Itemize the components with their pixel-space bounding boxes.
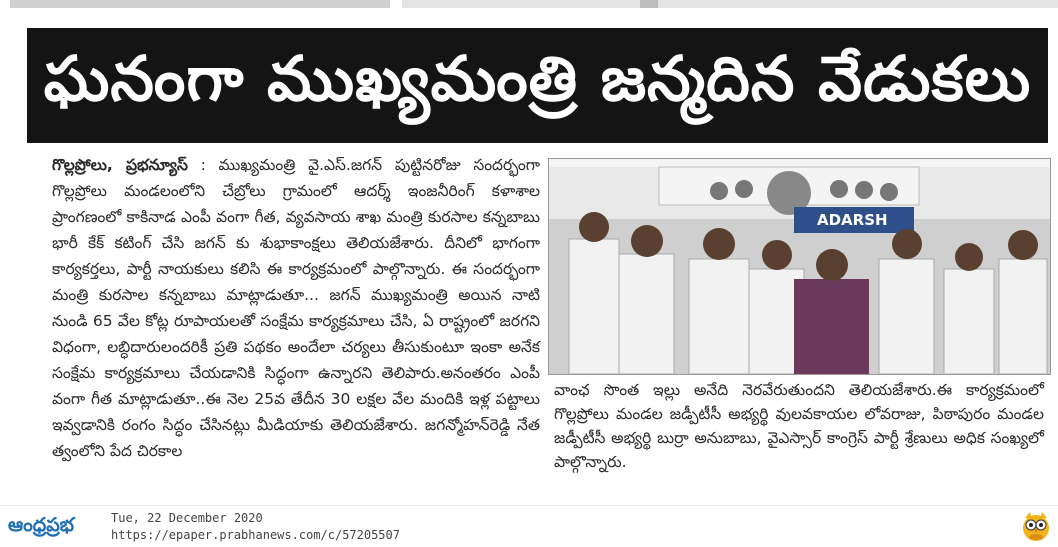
top-divider-mark: [640, 0, 658, 8]
publication-date: Tue, 22 December 2020: [111, 511, 263, 525]
headline-text: ఘనంగా ముఖ్యమంత్రి జన్మదిన వేడుకలు: [43, 41, 1032, 115]
headline-banner: [27, 28, 1048, 143]
caption-text: వాంఛ సొంత ఇల్లు అనేది నెరవేరుతుందని తెలియజేశారు.ఈ కార్యక్రమంలో గొల్లప్రోలు మండల జడ్పీటీసీ అభ్యర్థి వులవకాయల లోవరాజు, పిఠాపురం మండల జడ్పీటీసీ అభ్యర్థి బుర్రా అనుబాబు, వైఎస్సార్ కాంగ్రెస్ పార్టీ శ్రేణులు అధిక సంఖ్యలో పాల్గొన్నారు.: [554, 381, 1044, 471]
article-url[interactable]: https://epaper.prabhanews.com/c/57205507: [111, 528, 400, 542]
top-strip: [0, 0, 1058, 12]
publication-logo[interactable]: ఆంధ్రప్రభ: [8, 514, 74, 536]
photo-banner-text: ADARSH: [817, 211, 888, 229]
article-dateline: గొల్లప్రోలు, ప్రభన్యూస్: [52, 156, 188, 174]
footer: [0, 505, 1058, 547]
top-divider-left: [10, 0, 390, 8]
article-body: [52, 152, 540, 482]
photo-illustration: [549, 159, 1050, 374]
top-divider-right: [402, 0, 1058, 8]
news-photo: [548, 158, 1051, 375]
article-text: : ముఖ్యమంత్రి వై.ఎస్.జగన్ పుట్టినరోజు సందర్భంగా గొల్లప్రోలు మండలంలోని చేబ్రోలు గ్రామంలో ఆదర్శ్ ఇంజనీరింగ్ కళాశాల ప్రాంగణంలో కాకినాడ ఎంపీ వంగా గీత, వ్యవసాయ శాఖ మంత్రి కురసాల కన్నబాబు భారీ కేక్ కటింగ్ చేసి జగన్ కు శుభాకాంక్షలు తెలియజేశారు. దీనిలో భాగంగా కార్యకర్తలు, పార్టీ నాయకులు కలిసి ఈ కార్యక్రమంలో పాల్గొన్నారు. ఈ సందర్భంగా మంత్రి కురసాల కన్నబాబు మాట్లాడుతూ... జగన్ ముఖ్యమంత్రి అయిన నాటి నుండి 65 వేల కోట్ల రూపాయలతో సంక్షేమ కార్యక్రమాలు చేసి, ఏ రాష్ట్రంలో జరగని విధంగా, లబ్ధిదారులందరికీ ప్రతి పథకం అందేలా చర్యలు తీసుకుంటూ ఇంకా అనేక సంక్షేమ కార్యక్రమాలు చేయడానికి సిద్ధంగా ఉన్నారని తెలిపారు.అనంతరం ఎంపీ వంగా గీత మాట్లాడుతూ..ఈ నెల 25వ తేదీన 30 లక్షల వేల మందికి ఇళ్ల పట్టాలు ఇవ్వడానికి రంగం సిద్ధం చేసినట్లు మీడియాకు తెలియజేశారు. జగన్మోహన్‌రెడ్డి నేత త్వంలోని పేద చిరకాల: [52, 156, 540, 460]
owl-icon[interactable]: [1020, 510, 1052, 542]
photo-caption: [554, 378, 1044, 478]
